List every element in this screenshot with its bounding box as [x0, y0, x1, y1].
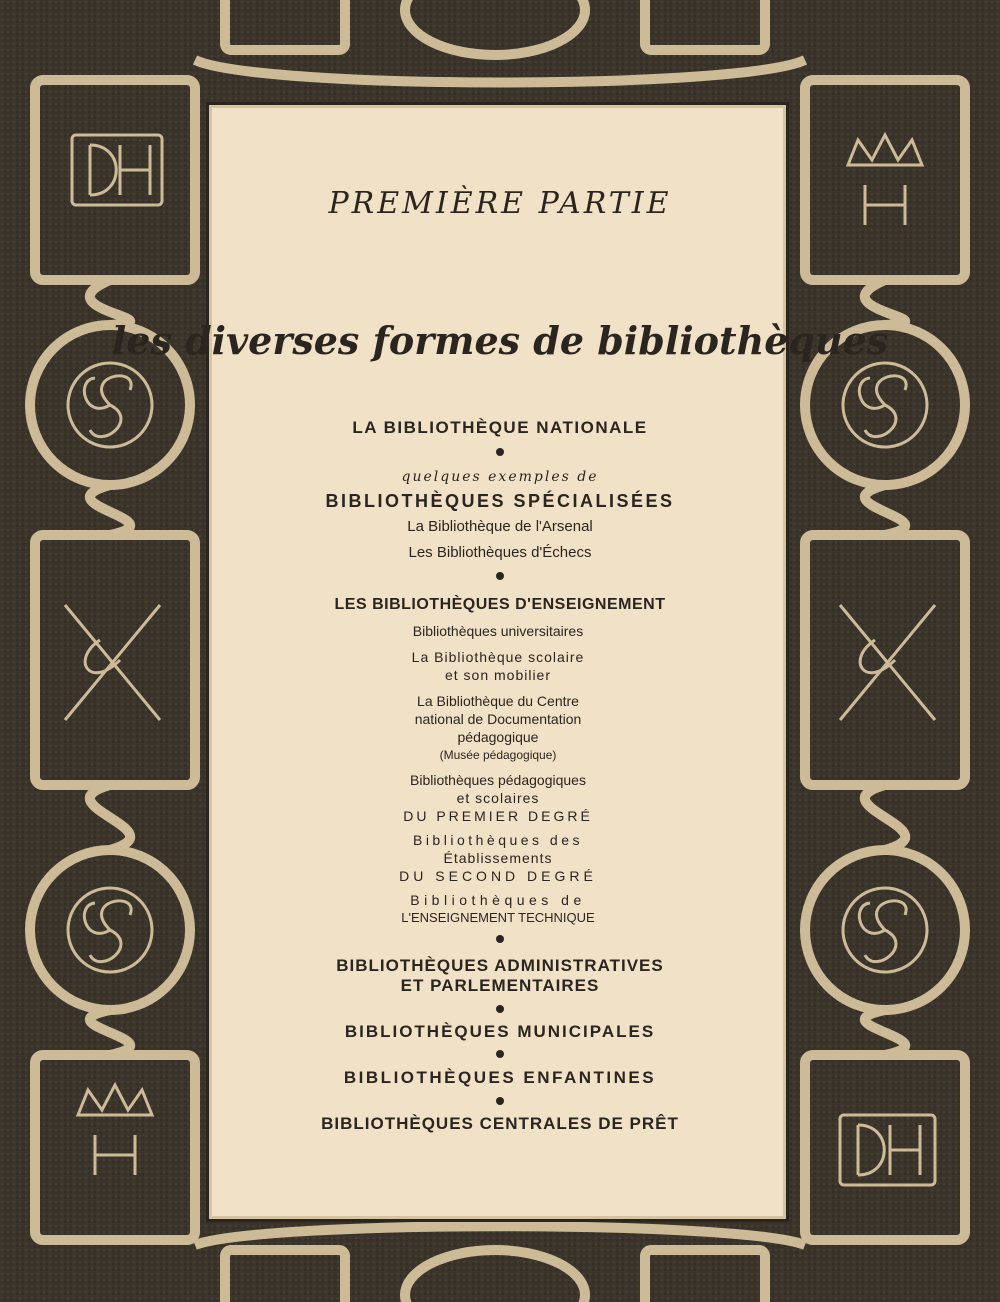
technique-entry: Bibliothèques de L'ENSEIGNEMENT TECHNIQUE: [401, 892, 595, 925]
arsenal-entry: La Bibliothèque de l'Arsenal: [407, 518, 593, 535]
second-degre-entry: Bibliothèques des Établissements DU SECOND DEGRÉ: [399, 832, 597, 884]
section-specialisees: BIBLIOTHÈQUES SPÉCIALISÉES: [325, 491, 675, 511]
part-label: PREMIÈRE PARTIE: [328, 186, 672, 221]
section-administratives-2: ET PARLEMENTAIRES: [400, 976, 600, 995]
bullet-divider: [496, 1005, 504, 1013]
page-title: les diverses formes de bibliothèques: [111, 318, 889, 363]
specialisees-intro: quelques exemples de: [401, 469, 599, 485]
section-municipales: BIBLIOTHÈQUES MUNICIPALES: [344, 1022, 656, 1041]
bullet-divider: [496, 572, 504, 580]
enseignement-list: [388, 622, 608, 640]
section-enfantines: BIBLIOTHÈQUES ENFANTINES: [343, 1068, 657, 1087]
section-centrales: BIBLIOTHÈQUES CENTRALES DE PRÊT: [321, 1114, 679, 1133]
bullet-divider: [496, 448, 504, 456]
scolaire-entry: La Bibliothèque scolaire et son mobilier: [411, 649, 585, 683]
echecs-entry: Les Bibliothèques d'Échecs: [408, 544, 592, 561]
section-administratives: BIBLIOTHÈQUES ADMINISTRATIVES: [336, 956, 664, 975]
section-nationale: LA BIBLIOTHÈQUE NATIONALE: [352, 418, 648, 437]
bullet-divider: [496, 935, 504, 943]
premier-degre-entry: Bibliothèques pédagogiques et scolaires DU PREMIER DEGRÉ: [403, 772, 593, 824]
universitaires-entry: Bibliothèques universitaires: [412, 623, 584, 639]
centre-entry: La Bibliothèque du Centre national de Documentation pédagogique (Musée pédagogique): [414, 693, 582, 762]
section-enseignement: LES BIBLIOTHÈQUES D'ENSEIGNEMENT: [334, 596, 666, 613]
bullet-divider: [496, 1050, 504, 1058]
bullet-divider: [496, 1097, 504, 1105]
